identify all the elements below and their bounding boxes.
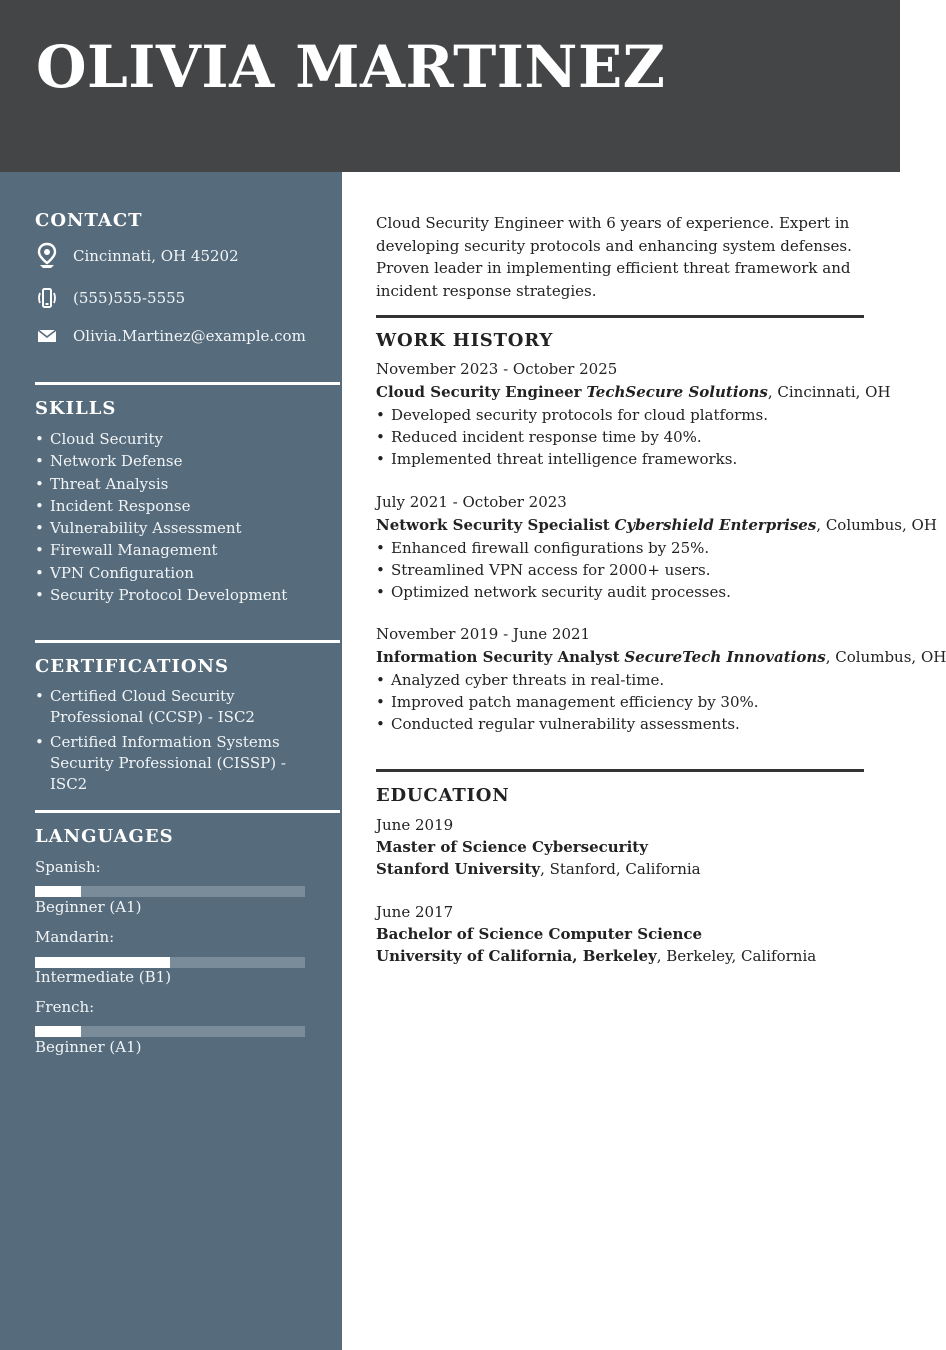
section-divider: [376, 315, 864, 318]
job-dates: July 2021 - October 2023: [376, 493, 567, 511]
languages-heading: LANGUAGES: [35, 826, 174, 847]
certifications-list: [35, 686, 300, 799]
job-company: Cybershield Enterprises: [614, 516, 817, 534]
education-degree-line: [376, 836, 876, 858]
list-item: • Reduced incident response time by 40%.: [376, 426, 876, 448]
work-history-heading: WORK HISTORY: [376, 330, 554, 351]
list-item: • Certified Cloud Security Professional (CCSP) - ISC2: [35, 686, 300, 728]
education-date: June 2017: [376, 903, 454, 921]
job-title: Cloud Security Engineer: [376, 383, 582, 401]
education-entry: [376, 814, 876, 880]
sidebar-divider: [35, 810, 340, 813]
sidebar-divider: [35, 382, 340, 385]
resume-header: [0, 0, 900, 172]
job-title: Network Security Specialist: [376, 516, 610, 534]
education-entry: [376, 901, 876, 967]
education-school-line: [376, 945, 876, 967]
education-location: , Berkeley, California: [656, 947, 817, 965]
list-item: • Conducted regular vulnerability assessments.: [376, 713, 876, 735]
job-entry: [376, 623, 946, 735]
job-dates: November 2019 - June 2021: [376, 625, 591, 643]
contact-location-text: Cincinnati, OH 45202: [73, 247, 239, 265]
education-school: University of California, Berkeley: [376, 947, 657, 965]
contact-phone-text: (555)555-5555: [73, 289, 186, 307]
job-location: , Columbus, OH: [816, 516, 937, 534]
job-title-line: [376, 380, 891, 404]
list-item: • Optimized network security audit processes.: [376, 581, 876, 603]
location-pin-icon: [35, 244, 59, 268]
language-proficiency-bar: [35, 957, 305, 968]
contact-email: [35, 324, 306, 348]
language-name: Spanish:: [35, 858, 101, 876]
contact-phone: [35, 286, 185, 310]
list-item: • Network Defense: [35, 450, 287, 472]
education-degree-line: [376, 923, 876, 945]
contact-email-text: Olivia.Martinez@example.com: [73, 327, 306, 345]
contact-location: [35, 244, 239, 268]
job-title: Information Security Analyst: [376, 648, 620, 666]
candidate-name: OLIVIA MARTINEZ: [36, 33, 666, 101]
job-entry: [376, 358, 891, 470]
section-divider: [376, 769, 864, 772]
list-item: • Implemented threat intelligence frameworks.: [376, 448, 876, 470]
contact-heading: CONTACT: [35, 210, 143, 231]
job-entry: [376, 491, 937, 603]
list-item: • Vulnerability Assessment: [35, 517, 287, 539]
language-level: Beginner (A1): [35, 1038, 142, 1056]
certifications-heading: CERTIFICATIONS: [35, 656, 229, 677]
phone-icon: [35, 286, 59, 310]
job-location: , Columbus, OH: [825, 648, 946, 666]
professional-summary: Cloud Security Engineer with 6 years of experience. Expert in developing security protocols and enhancing system defenses. Proven leader in implementing efficient threat framework and incident response strategies.: [376, 214, 852, 300]
list-item: • Security Protocol Development: [35, 584, 287, 606]
list-item: • VPN Configuration: [35, 562, 287, 584]
list-item: • Enhanced firewall configurations by 25%.: [376, 537, 876, 559]
education-school: Stanford University: [376, 860, 541, 878]
job-company: TechSecure Solutions: [586, 383, 768, 401]
list-item: • Developed security protocols for cloud platforms.: [376, 404, 876, 426]
list-item: • Analyzed cyber threats in real-time.: [376, 669, 876, 691]
job-bullets: [376, 669, 876, 735]
language-proficiency-fill: [35, 886, 81, 897]
language-name: French:: [35, 998, 95, 1016]
education-heading: EDUCATION: [376, 785, 510, 806]
job-location: , Cincinnati, OH: [767, 383, 891, 401]
education-location: , Stanford, California: [540, 860, 701, 878]
sidebar-divider: [35, 640, 340, 643]
education-degree: Master of Science Cybersecurity: [376, 838, 648, 856]
language-name: Mandarin:: [35, 928, 115, 946]
email-icon: [35, 324, 59, 348]
list-item: • Firewall Management: [35, 539, 287, 561]
job-title-line: [376, 645, 946, 669]
job-company: SecureTech Innovations: [624, 648, 826, 666]
education-degree: Bachelor of Science Computer Science: [376, 925, 703, 943]
language-proficiency-fill: [35, 957, 170, 968]
job-title-line: [376, 513, 937, 537]
skills-list: [35, 428, 287, 606]
language-level: Intermediate (B1): [35, 968, 172, 986]
list-item: • Incident Response: [35, 495, 287, 517]
language-level: Beginner (A1): [35, 898, 142, 916]
job-dates: November 2023 - October 2025: [376, 360, 618, 378]
education-school-line: [376, 858, 876, 880]
list-item: • Improved patch management efficiency by 30%.: [376, 691, 876, 713]
language-proficiency-bar: [35, 1026, 305, 1037]
job-bullets: [376, 404, 876, 470]
list-item: • Cloud Security: [35, 428, 287, 450]
list-item: • Streamlined VPN access for 2000+ users.: [376, 559, 876, 581]
job-bullets: [376, 537, 876, 603]
list-item: • Threat Analysis: [35, 473, 287, 495]
list-item: • Certified Information Systems Security Professional (CISSP) - ISC2: [35, 732, 300, 795]
education-date: June 2019: [376, 816, 454, 834]
skills-heading: SKILLS: [35, 398, 117, 419]
language-proficiency-fill: [35, 1026, 81, 1037]
language-proficiency-bar: [35, 886, 305, 897]
main-content: [342, 172, 946, 1350]
sidebar: [0, 172, 342, 1350]
